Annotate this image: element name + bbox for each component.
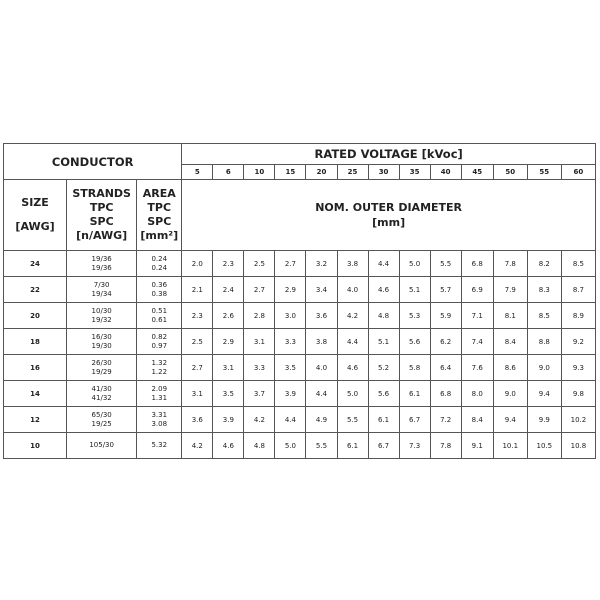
- size-label: SIZE: [21, 196, 49, 209]
- nom-outer-diameter-header: [182, 180, 596, 251]
- area-value: 1.31: [151, 393, 168, 402]
- outer-diameter-cell: 7.8: [430, 433, 461, 459]
- area-header: [137, 180, 182, 251]
- voltage-1: 6: [213, 165, 244, 180]
- outer-diameter-cell: 6.1: [368, 407, 399, 433]
- outer-diameter-cell: 9.2: [561, 329, 595, 355]
- outer-diameter-cell: 8.6: [493, 355, 527, 381]
- outer-diameter-cell: 2.4: [213, 277, 244, 303]
- outer-diameter-cell: 5.8: [399, 355, 430, 381]
- area-value: 0.61: [151, 315, 168, 324]
- outer-diameter-cell: 4.0: [337, 277, 368, 303]
- area-cell: [137, 355, 182, 381]
- outer-diameter-cell: 9.1: [461, 433, 493, 459]
- area-cell: [137, 303, 182, 329]
- outer-diameter-cell: 9.0: [493, 381, 527, 407]
- strands-cell: [67, 433, 137, 459]
- area-value: 5.32: [151, 441, 168, 449]
- outer-diameter-cell: 3.8: [306, 329, 337, 355]
- outer-diameter-cell: 10.2: [561, 407, 595, 433]
- strands-cell: [67, 381, 137, 407]
- strands-value: 19/36: [91, 263, 112, 272]
- size-cell: 20: [4, 303, 67, 329]
- outer-diameter-cell: 4.2: [337, 303, 368, 329]
- size-cell: 12: [4, 407, 67, 433]
- outer-diameter-cell: 5.0: [275, 433, 306, 459]
- strands-value: 7/30: [93, 280, 110, 289]
- size-cell: 10: [4, 433, 67, 459]
- table-row: [4, 355, 596, 381]
- outer-diameter-cell: 9.8: [561, 381, 595, 407]
- area-cell: [137, 407, 182, 433]
- outer-diameter-cell: 2.9: [213, 329, 244, 355]
- outer-diameter-cell: 4.4: [368, 251, 399, 277]
- outer-diameter-cell: 8.5: [527, 303, 561, 329]
- outer-diameter-cell: 4.4: [306, 381, 337, 407]
- strands-value: 19/34: [91, 289, 112, 298]
- strands-cell: [67, 277, 137, 303]
- outer-diameter-cell: 2.8: [244, 303, 275, 329]
- outer-diameter-cell: 2.5: [182, 329, 213, 355]
- area-value: 0.51: [151, 306, 168, 315]
- strands-value: 19/29: [91, 367, 112, 376]
- area-cell: [137, 277, 182, 303]
- outer-diameter-cell: 3.1: [213, 355, 244, 381]
- outer-diameter-cell: 3.1: [182, 381, 213, 407]
- outer-diameter-cell: 4.2: [182, 433, 213, 459]
- area-value: 0.24: [151, 263, 168, 272]
- nom-unit: [mm]: [372, 216, 406, 229]
- area-value: 0.36: [151, 280, 168, 289]
- table-row: [4, 329, 596, 355]
- outer-diameter-cell: 5.9: [430, 303, 461, 329]
- outer-diameter-cell: 4.8: [368, 303, 399, 329]
- strands-line-1: STRANDS: [72, 187, 131, 200]
- size-cell: 22: [4, 277, 67, 303]
- strands-value: 26/30: [91, 358, 112, 367]
- area-value: 0.38: [151, 289, 168, 298]
- outer-diameter-cell: 8.3: [527, 277, 561, 303]
- outer-diameter-cell: 5.5: [306, 433, 337, 459]
- outer-diameter-cell: 5.6: [368, 381, 399, 407]
- outer-diameter-cell: 8.5: [561, 251, 595, 277]
- outer-diameter-cell: 2.7: [182, 355, 213, 381]
- outer-diameter-cell: 5.7: [430, 277, 461, 303]
- strands-cell: [67, 355, 137, 381]
- area-value: 3.08: [151, 419, 168, 428]
- outer-diameter-cell: 8.4: [493, 329, 527, 355]
- strands-line-4: [n/AWG]: [76, 229, 128, 242]
- table-row: [4, 381, 596, 407]
- outer-diameter-cell: 6.7: [399, 407, 430, 433]
- conductor-header: CONDUCTOR: [4, 144, 182, 180]
- outer-diameter-cell: 4.9: [306, 407, 337, 433]
- outer-diameter-cell: 10.1: [493, 433, 527, 459]
- voltage-4: 20: [306, 165, 337, 180]
- outer-diameter-cell: 5.2: [368, 355, 399, 381]
- cable-spec-table: [3, 143, 596, 459]
- voltage-10: 50: [493, 165, 527, 180]
- voltage-12: 60: [561, 165, 595, 180]
- outer-diameter-cell: 5.3: [399, 303, 430, 329]
- table-row: [4, 303, 596, 329]
- outer-diameter-cell: 4.4: [275, 407, 306, 433]
- outer-diameter-cell: 3.9: [213, 407, 244, 433]
- size-cell: 18: [4, 329, 67, 355]
- outer-diameter-cell: 5.1: [368, 329, 399, 355]
- outer-diameter-cell: 3.6: [306, 303, 337, 329]
- area-line-1: AREA: [142, 187, 176, 200]
- voltage-2: 10: [244, 165, 275, 180]
- area-value: 1.32: [151, 358, 168, 367]
- table-row: [4, 433, 596, 459]
- area-value: 2.09: [151, 384, 168, 393]
- outer-diameter-cell: 8.4: [461, 407, 493, 433]
- voltage-11: 55: [527, 165, 561, 180]
- outer-diameter-cell: 3.0: [275, 303, 306, 329]
- outer-diameter-cell: 4.6: [213, 433, 244, 459]
- strands-cell: [67, 303, 137, 329]
- outer-diameter-cell: 2.9: [275, 277, 306, 303]
- outer-diameter-cell: 4.8: [244, 433, 275, 459]
- outer-diameter-cell: 7.1: [461, 303, 493, 329]
- outer-diameter-cell: 9.0: [527, 355, 561, 381]
- strands-header: [67, 180, 137, 251]
- area-cell: [137, 381, 182, 407]
- voltage-6: 30: [368, 165, 399, 180]
- outer-diameter-cell: 9.3: [561, 355, 595, 381]
- area-value: 3.31: [151, 410, 168, 419]
- outer-diameter-cell: 6.2: [430, 329, 461, 355]
- outer-diameter-cell: 7.3: [399, 433, 430, 459]
- table-row: [4, 251, 596, 277]
- strands-cell: [67, 407, 137, 433]
- strands-value: 41/30: [91, 384, 112, 393]
- outer-diameter-cell: 7.4: [461, 329, 493, 355]
- strands-value: 19/30: [91, 341, 112, 350]
- outer-diameter-cell: 2.1: [182, 277, 213, 303]
- outer-diameter-cell: 7.2: [430, 407, 461, 433]
- size-cell: 14: [4, 381, 67, 407]
- voltage-5: 25: [337, 165, 368, 180]
- size-unit: [AWG]: [15, 220, 55, 233]
- size-header: [4, 180, 67, 251]
- outer-diameter-cell: 4.4: [337, 329, 368, 355]
- outer-diameter-cell: 5.0: [399, 251, 430, 277]
- strands-value: 19/36: [91, 254, 112, 263]
- area-cell: [137, 329, 182, 355]
- outer-diameter-cell: 6.4: [430, 355, 461, 381]
- outer-diameter-cell: 10.8: [561, 433, 595, 459]
- outer-diameter-cell: 7.6: [461, 355, 493, 381]
- outer-diameter-cell: 5.1: [399, 277, 430, 303]
- table-row: [4, 407, 596, 433]
- size-cell: 16: [4, 355, 67, 381]
- strands-cell: [67, 251, 137, 277]
- outer-diameter-cell: 3.3: [275, 329, 306, 355]
- voltage-3: 15: [275, 165, 306, 180]
- outer-diameter-cell: 8.7: [561, 277, 595, 303]
- strands-cell: [67, 329, 137, 355]
- outer-diameter-cell: 2.3: [213, 251, 244, 277]
- outer-diameter-cell: 3.8: [337, 251, 368, 277]
- strands-value: 19/25: [91, 419, 112, 428]
- outer-diameter-cell: 5.5: [430, 251, 461, 277]
- strands-value: 10/30: [91, 306, 112, 315]
- table-body: [4, 251, 596, 459]
- outer-diameter-cell: 8.1: [493, 303, 527, 329]
- table-row: [4, 277, 596, 303]
- outer-diameter-cell: 3.1: [244, 329, 275, 355]
- outer-diameter-cell: 4.0: [306, 355, 337, 381]
- strands-value: 19/32: [91, 315, 112, 324]
- strands-value: 41/32: [91, 393, 112, 402]
- voltage-8: 40: [430, 165, 461, 180]
- outer-diameter-cell: 3.5: [275, 355, 306, 381]
- rated-voltage-header: RATED VOLTAGE [kVoc]: [182, 144, 596, 165]
- strands-value: 105/30: [89, 441, 114, 449]
- area-line-3: SPC: [147, 215, 172, 228]
- outer-diameter-cell: 4.6: [368, 277, 399, 303]
- outer-diameter-cell: 3.7: [244, 381, 275, 407]
- outer-diameter-cell: 7.8: [493, 251, 527, 277]
- strands-line-3: SPC: [89, 215, 114, 228]
- voltage-7: 35: [399, 165, 430, 180]
- strands-line-2: TPC: [89, 201, 114, 214]
- outer-diameter-cell: 5.6: [399, 329, 430, 355]
- outer-diameter-cell: 3.4: [306, 277, 337, 303]
- outer-diameter-cell: 6.7: [368, 433, 399, 459]
- outer-diameter-cell: 6.9: [461, 277, 493, 303]
- size-cell: 24: [4, 251, 67, 277]
- area-line-2: TPC: [147, 201, 172, 214]
- outer-diameter-cell: 2.3: [182, 303, 213, 329]
- outer-diameter-cell: 10.5: [527, 433, 561, 459]
- nom-title: NOM. OUTER DIAMETER: [315, 201, 463, 214]
- area-value: 1.22: [151, 367, 168, 376]
- outer-diameter-cell: 2.7: [275, 251, 306, 277]
- outer-diameter-cell: 8.0: [461, 381, 493, 407]
- outer-diameter-cell: 6.1: [399, 381, 430, 407]
- outer-diameter-cell: 6.1: [337, 433, 368, 459]
- strands-value: 16/30: [91, 332, 112, 341]
- outer-diameter-cell: 8.2: [527, 251, 561, 277]
- area-value: 0.82: [151, 332, 168, 341]
- outer-diameter-cell: 2.6: [213, 303, 244, 329]
- outer-diameter-cell: 5.0: [337, 381, 368, 407]
- outer-diameter-cell: 9.4: [527, 381, 561, 407]
- outer-diameter-cell: 8.8: [527, 329, 561, 355]
- outer-diameter-cell: 6.8: [461, 251, 493, 277]
- outer-diameter-cell: 3.3: [244, 355, 275, 381]
- voltage-9: 45: [461, 165, 493, 180]
- outer-diameter-cell: 6.8: [430, 381, 461, 407]
- outer-diameter-cell: 3.9: [275, 381, 306, 407]
- outer-diameter-cell: 7.9: [493, 277, 527, 303]
- outer-diameter-cell: 3.5: [213, 381, 244, 407]
- outer-diameter-cell: 3.6: [182, 407, 213, 433]
- outer-diameter-cell: 9.9: [527, 407, 561, 433]
- outer-diameter-cell: 5.5: [337, 407, 368, 433]
- area-value: 0.24: [151, 254, 168, 263]
- outer-diameter-cell: 4.6: [337, 355, 368, 381]
- outer-diameter-cell: 2.7: [244, 277, 275, 303]
- area-cell: [137, 251, 182, 277]
- outer-diameter-cell: 2.5: [244, 251, 275, 277]
- strands-value: 65/30: [91, 410, 112, 419]
- area-value: 0.97: [151, 341, 168, 350]
- outer-diameter-cell: 9.4: [493, 407, 527, 433]
- outer-diameter-cell: 3.2: [306, 251, 337, 277]
- area-line-4: [mm²]: [140, 229, 179, 242]
- outer-diameter-cell: 8.9: [561, 303, 595, 329]
- voltage-0: 5: [182, 165, 213, 180]
- area-cell: [137, 433, 182, 459]
- outer-diameter-cell: 4.2: [244, 407, 275, 433]
- outer-diameter-cell: 2.0: [182, 251, 213, 277]
